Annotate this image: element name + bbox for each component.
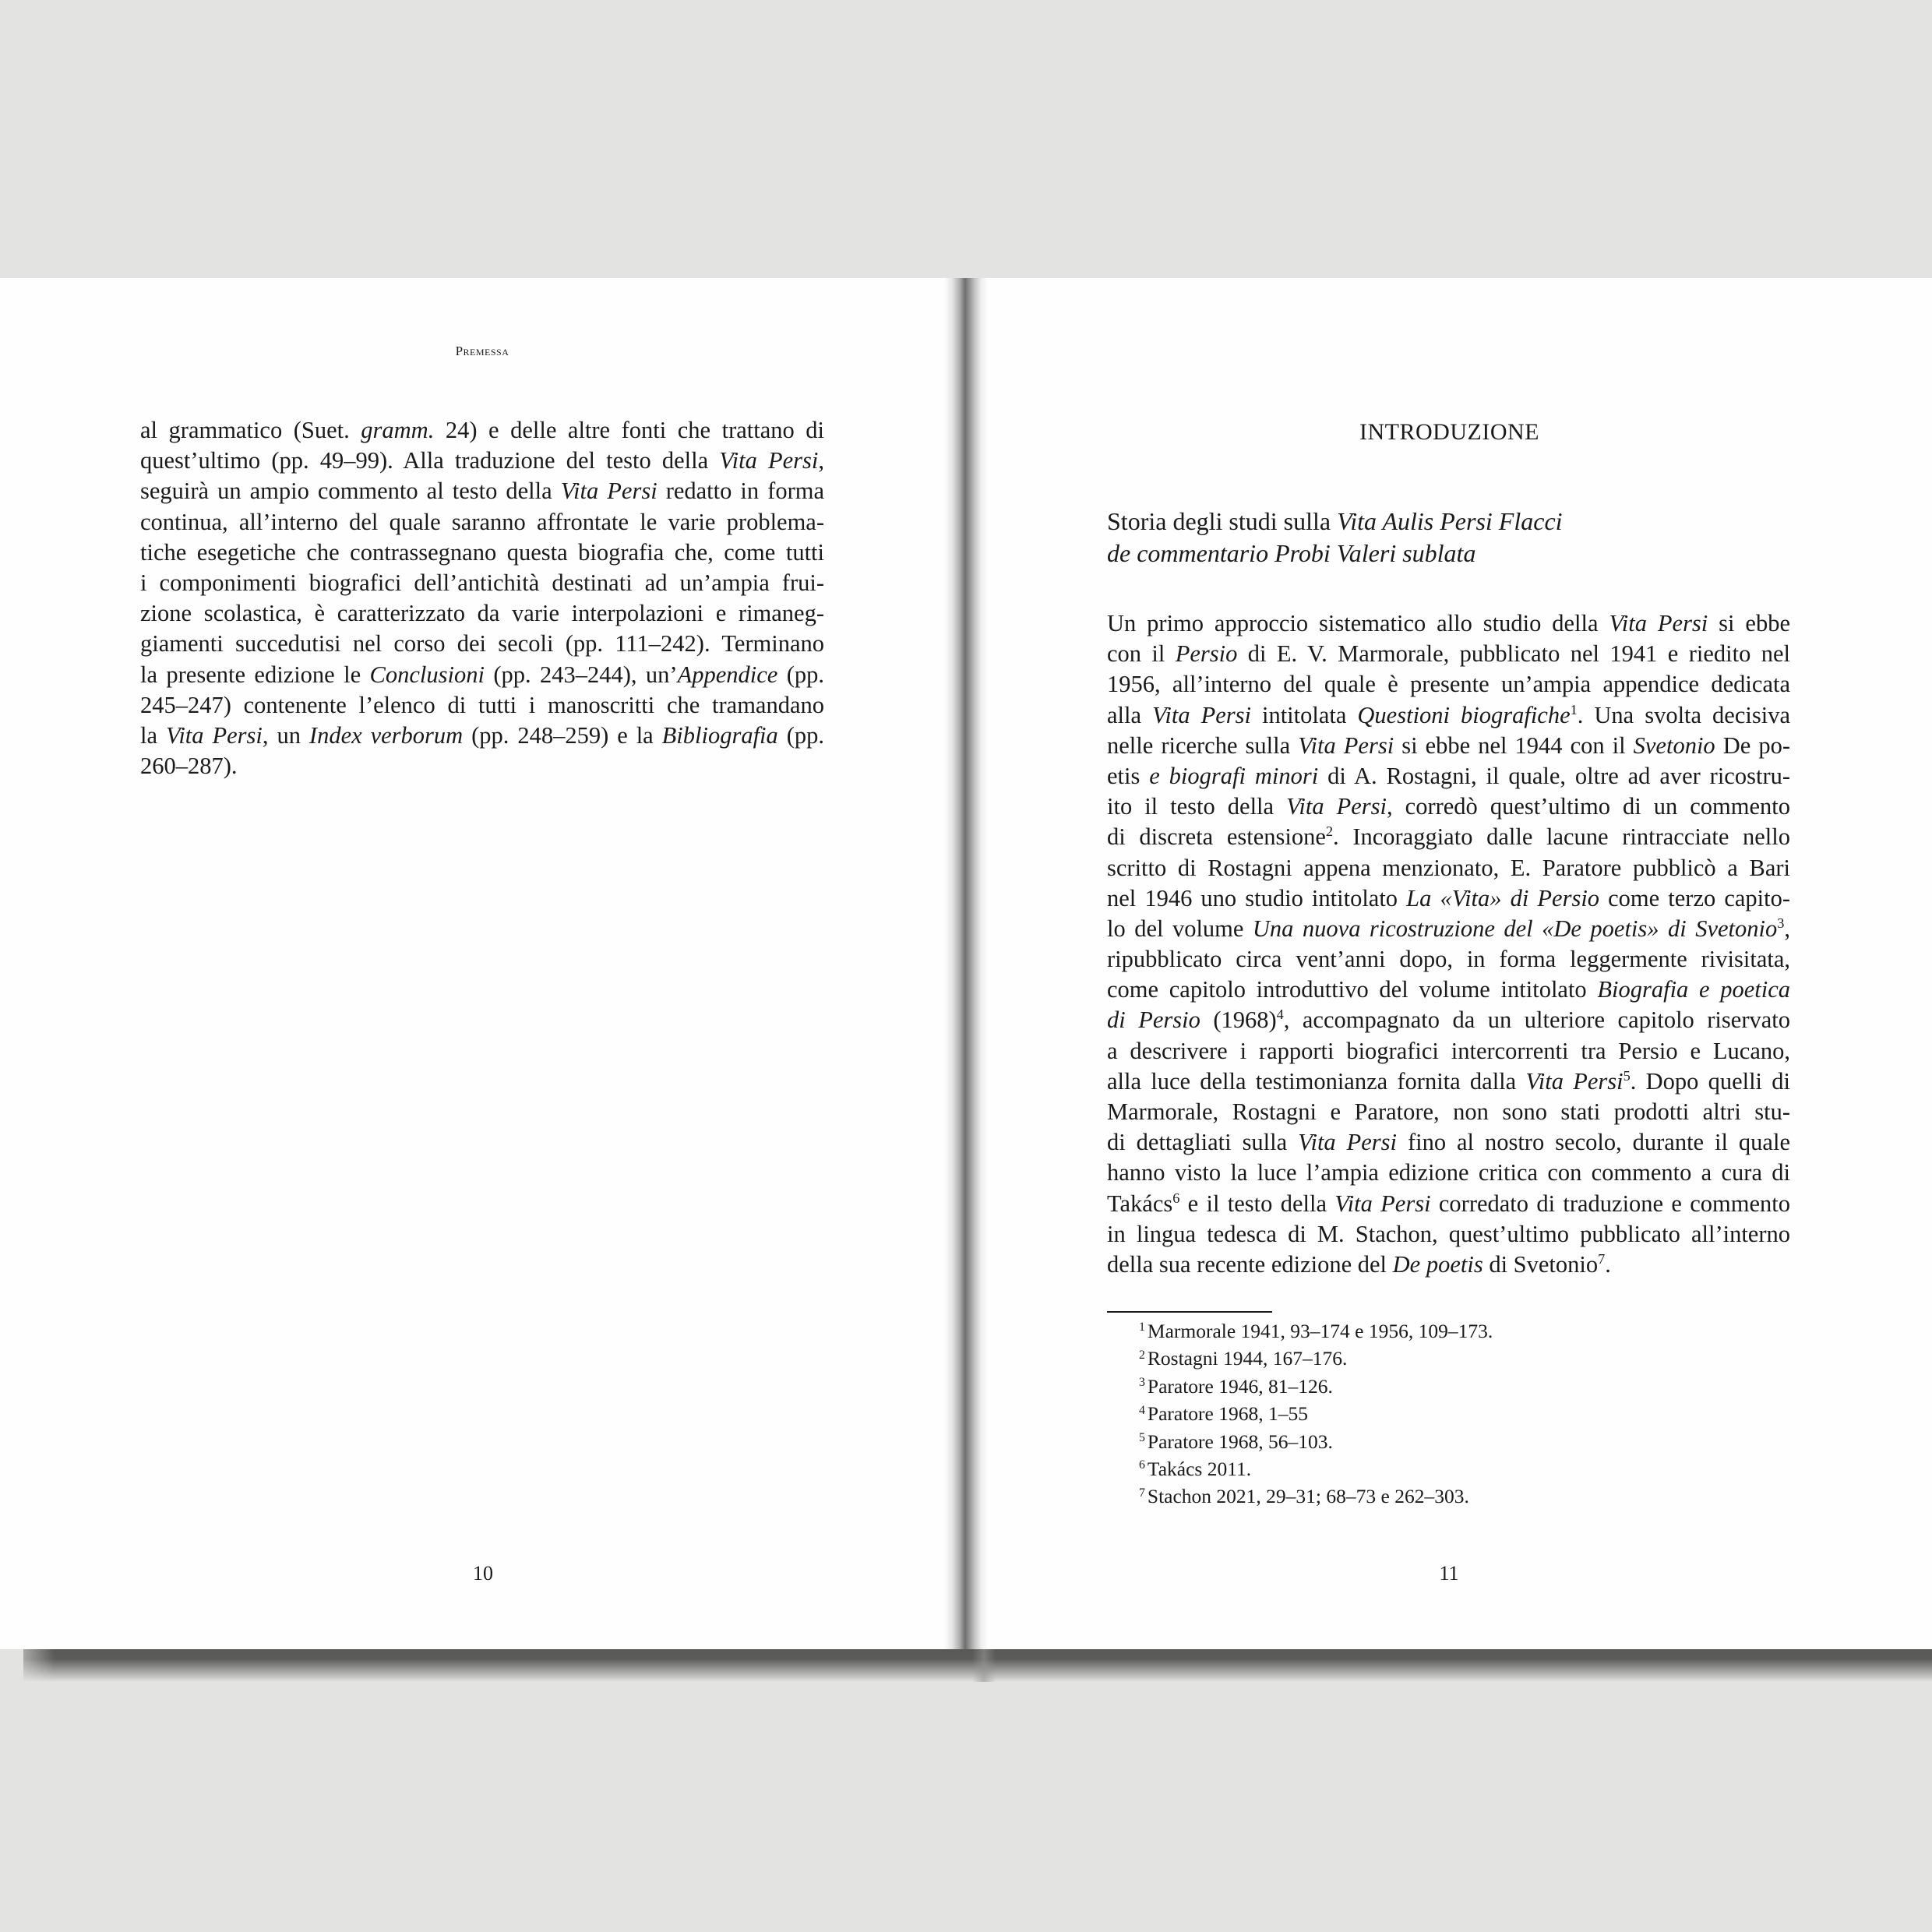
- italic-text: Svetonio: [1633, 732, 1715, 759]
- footnote-7: $^7$ Stachon 2021, 29–31; 68–73 e 262–303.: [1139, 1485, 1469, 1508]
- text-line: la Vita Persi, un Index verborum (pp. 248–259) e la Bibliografia (pp.: [140, 721, 825, 749]
- left-page: [0, 278, 966, 1649]
- footnote-number: 7: [1139, 1486, 1145, 1500]
- text-line: scritto di Rostagni appena menzionato, E. Paratore pubblicò a Bari: [1107, 854, 1790, 881]
- text-line: alla luce della testimonianza fornita dalla Vita Persi$^5$. Dopo quelli di: [1107, 1067, 1790, 1095]
- text-line: ripubblicato circa vent’anni dopo, in forma leggermente rivisitata,: [1107, 946, 1790, 973]
- italic-text: de commentario Probi Valeri sublata: [1107, 539, 1476, 567]
- footnote-number: 1: [1139, 1320, 1145, 1334]
- footnote-separator: [1107, 1311, 1272, 1313]
- footnote-number: 2: [1139, 1348, 1145, 1362]
- italic-text: di Persio: [1107, 1007, 1200, 1034]
- italic-text: Conclusioni: [369, 661, 485, 688]
- section-heading: [1107, 506, 1790, 569]
- italic-text: gramm.: [361, 417, 435, 443]
- right-body-text: [1107, 608, 1790, 1280]
- italic-text: Vita Persi: [1334, 1190, 1431, 1217]
- text-line: 260–287).: [140, 753, 238, 780]
- book-gutter-shadow: [944, 278, 988, 1649]
- footnote-reference[interactable]: 2: [1325, 823, 1334, 840]
- footnote-4: $^4$ Paratore 1968, 1–55: [1139, 1402, 1308, 1426]
- section-heading-line: Storia degli studi sulla Vita Aulis Persi Flacci: [1107, 507, 1563, 535]
- chapter-title-text: INTRODUZIONE: [1359, 419, 1539, 445]
- right-page: [966, 278, 1932, 1649]
- text-line: 245–247) contenente l’elenco di tutti i manoscritti che tramandano: [140, 691, 824, 718]
- italic-text: Vita Aulis Persi Flacci: [1337, 507, 1563, 535]
- italic-text: Vita Persi: [1298, 732, 1394, 759]
- text-line: la presente edizione le Conclusioni (pp. 243–244), un’Appendice (pp.: [140, 661, 824, 688]
- footnote-6: $^6$ Takács 2011.: [1139, 1458, 1252, 1481]
- footnote-5: $^5$ Paratore 1968, 56–103.: [1139, 1430, 1333, 1453]
- text-line: zione scolastica, è caratterizzato da varie interpolazioni e rimaneg-: [140, 600, 824, 627]
- italic-text: La «Vita» di Persio: [1406, 884, 1600, 911]
- italic-text: Appendice: [677, 661, 778, 688]
- page-number-right: 11: [1439, 1562, 1459, 1585]
- footnote-reference[interactable]: 6: [1172, 1190, 1180, 1206]
- text-line: di Persio $(1968)^4$, accompagnato da un ulteriore capitolo riservato: [1107, 1007, 1790, 1034]
- text-line: a descrivere i rapporti biografici intercorrenti tra Persio e Lucano,: [1107, 1037, 1790, 1064]
- text-line: Un primo approccio sistematico allo studio della Vita Persi si ebbe: [1107, 610, 1790, 636]
- footnote-reference[interactable]: 4: [1276, 1007, 1284, 1023]
- footnotes: [1139, 1317, 1762, 1511]
- italic-text: Vita Persi: [1525, 1067, 1624, 1095]
- italic-text: De poetis: [1392, 1250, 1483, 1278]
- text-line: etis e biografi minori di A. Rostagni, il quale, oltre ad aver ricostru-: [1107, 762, 1791, 789]
- italic-text: Vita Persi: [165, 721, 263, 749]
- text-line: al grammatico (Suet. gramm. 24) e delle altre fonti che trattano di: [140, 417, 825, 443]
- text-line: di discreta estensione$^2$. Incoraggiato dalle lacune rintracciate nello: [1107, 823, 1790, 851]
- italic-text: Index verborum: [308, 721, 464, 749]
- section-heading-line: [1107, 538, 1790, 569]
- italic-text: Vita Persi: [1286, 793, 1387, 820]
- text-line: continua, all’interno del quale saranno affrontate le varie problema-: [140, 508, 824, 535]
- text-line: nel 1946 uno studio intitolato La «Vita» di Persio come terzo capito-: [1107, 884, 1791, 911]
- italic-text: Vita Persi: [560, 478, 658, 505]
- text-line: hanno visto la luce l’ampia edizione critica con commento a cura di: [1107, 1159, 1790, 1186]
- italic-text: Questioni biografiche: [1357, 701, 1571, 728]
- text-line: nelle ricerche sulla Vita Persi si ebbe nel 1944 con il Svetonio De po-: [1107, 732, 1790, 759]
- text-line: di dettagliati sulla Vita Persi fino al nostro secolo, durante il quale: [1107, 1129, 1790, 1156]
- footnote-1: $^1$ Marmorale 1941, 93–174 e 1956, 109–173.: [1139, 1320, 1493, 1342]
- text-line: Takács$^6$ e il testo della Vita Persi corredato di traduzione e commento: [1107, 1190, 1790, 1217]
- italic-text: Persio: [1175, 640, 1238, 668]
- text-line: i componimenti biografici dell’antichità destinati ad un’ampia frui-: [140, 569, 824, 596]
- footnote-2: $^2$ Rostagni 1944, 167–176.: [1139, 1347, 1348, 1370]
- text-line: con il Persio di E. V. Marmorale, pubblicato nel 1941 e riedito nel: [1107, 640, 1790, 668]
- text-line: ito il testo della Vita Persi, corredò quest’ultimo di un commento: [1107, 793, 1790, 820]
- page-bottom-shadow-fade: [0, 1649, 55, 1682]
- left-body-text: [140, 415, 824, 781]
- italic-text: e biografi minori: [1149, 762, 1319, 789]
- text-line: giamenti succedutisi nel corso dei secoli (pp. 111–242). Terminano: [140, 630, 824, 658]
- italic-text: Vita Persi: [1152, 701, 1251, 728]
- text-line: in lingua tedesca di M. Stachon, quest’ultimo pubblicato all’interno: [1107, 1220, 1790, 1247]
- text-line: 1956, all’interno del quale è presente un’ampia appendice dedicata: [1107, 671, 1790, 698]
- footnote-number: 4: [1139, 1403, 1145, 1417]
- italic-text: Una nuova ricostruzione del «De poetis» di Svetonio: [1252, 915, 1778, 942]
- footnote-reference[interactable]: 7: [1598, 1250, 1606, 1267]
- gutter-foot-shadow: [972, 1649, 996, 1682]
- text-line: tiche esegetiche che contrassegnano questa biografia che, come tutti: [140, 538, 824, 566]
- text-line: della sua recente edizione del De poetis di Svetonio$^7$.: [1107, 1250, 1611, 1278]
- text-line: quest’ultimo (pp. 49–99). Alla traduzione del testo della Vita Persi,: [140, 447, 824, 474]
- italic-text: Vita Persi: [1609, 610, 1708, 636]
- italic-text: Vita Persi: [719, 447, 819, 474]
- running-head: [0, 344, 966, 359]
- italic-text: Biografia e poetica: [1597, 976, 1790, 1003]
- footnote-number: 6: [1139, 1458, 1145, 1472]
- running-head-text: Premessa: [455, 344, 509, 358]
- footnote-reference[interactable]: 5: [1623, 1067, 1631, 1084]
- footnote-number: 3: [1139, 1376, 1145, 1390]
- italic-text: Bibliografia: [661, 721, 778, 749]
- text-line: Marmorale, Rostagni e Paratore, non sono stati prodotti altri stu-: [1107, 1098, 1790, 1125]
- footnote-reference[interactable]: 3: [1777, 915, 1785, 931]
- text-line: alla Vita Persi intitolata Questioni biografiche$^1$. Una svolta decisiva: [1107, 701, 1790, 728]
- footnote-3: $^3$ Paratore 1946, 81–126.: [1139, 1374, 1333, 1398]
- footnote-reference[interactable]: 1: [1570, 701, 1578, 717]
- page-number-left: 10: [473, 1562, 493, 1585]
- text-line: lo del volume Una nuova ricostruzione del «De poetis» di Svetonio$^3$,: [1107, 915, 1790, 942]
- footnote-number: 5: [1139, 1430, 1145, 1444]
- italic-text: Vita Persi: [1298, 1129, 1397, 1156]
- text-line: come capitolo introduttivo del volume intitolato Biografia e poetica: [1107, 976, 1790, 1003]
- text-line: seguirà un ampio commento al testo della Vita Persi redatto in forma: [140, 478, 824, 505]
